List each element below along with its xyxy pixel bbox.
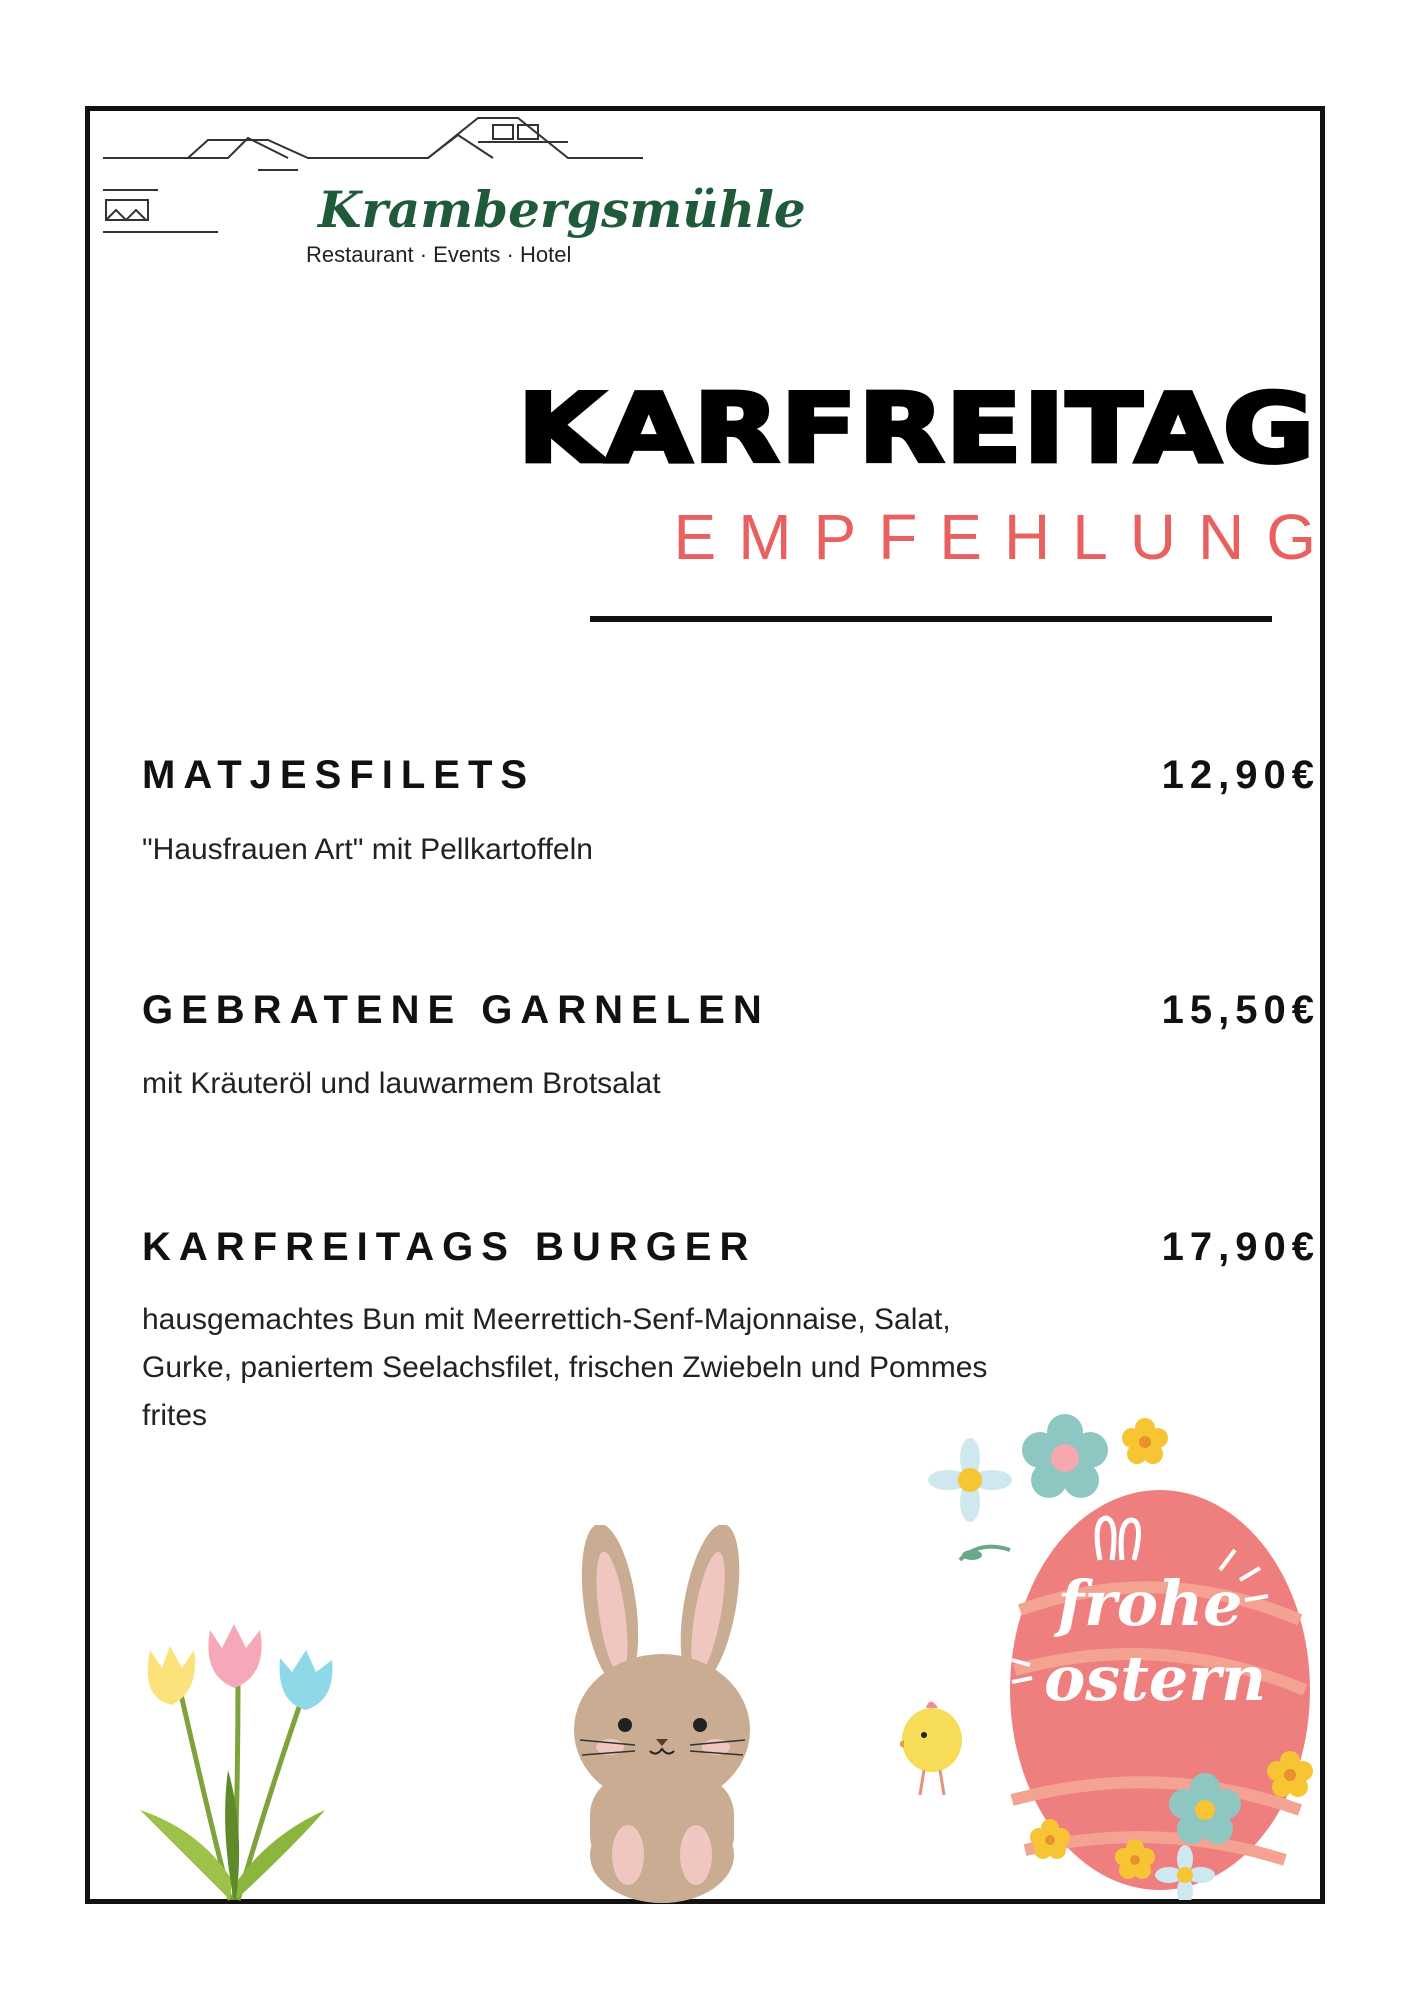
menu-item-description: "Hausfrauen Art" mit Pellkartoffeln [142, 833, 593, 866]
logo-tagline: Restaurant · Events · Hotel [306, 242, 572, 267]
menu-item-description: mit Kräuteröl und lauwarmem Brotsalat [142, 1067, 661, 1100]
tulips-icon [110, 1610, 370, 1910]
menu-item-price: 12,90€ [1161, 753, 1320, 797]
menu-item-price: 15,50€ [1161, 988, 1320, 1032]
greeting-line-1: frohe [1057, 1567, 1243, 1640]
page-title: KARFREITAG [517, 372, 1316, 485]
logo-name: Krambergsmühle [318, 180, 806, 239]
menu-item-name: MATJESFILETS [142, 753, 536, 797]
greeting-line-2: ostern [1043, 1642, 1267, 1715]
menu-item-description: hausgemachtes Bun mit Meerrettich-Senf-Majonnaise, Salat, Gurke, paniertem Seelachsfilet, frischen Zwiebeln und Pommes frites [142, 1303, 988, 1432]
menu-item-name: GEBRATENE GARNELEN [142, 988, 770, 1032]
menu-item-name: KARFREITAGS BURGER [142, 1225, 757, 1269]
title-divider [590, 616, 1272, 622]
bunny-icon [540, 1525, 790, 1905]
restaurant-logo [98, 110, 806, 270]
page-subtitle: EMPFEHLUNG [673, 501, 1338, 573]
menu-item-price: 17,90€ [1161, 1225, 1320, 1269]
easter-egg-icon [900, 1410, 1320, 1900]
